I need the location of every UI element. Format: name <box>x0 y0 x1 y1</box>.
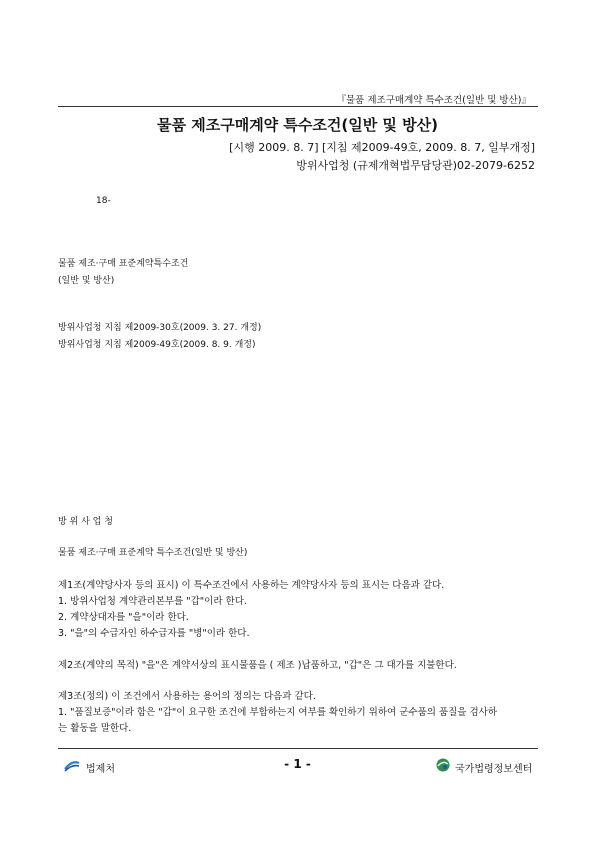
article-1-item-2: 2. 계약상대자를 "을"이라 한다. <box>58 612 189 623</box>
agency-contact: 방위사업청 (규제개혁법무담당관)02-2079-6252 <box>296 159 535 172</box>
footer-right-label: 국가법령정보센터 <box>455 764 533 775</box>
footer-left-label: 법제처 <box>86 764 115 775</box>
article-1: 제1조(계약당사자 등의 표시) 이 특수조건에서 사용하는 계약당사자 등의 표시는 다음과 같다. <box>58 580 445 591</box>
reference-number: 18- <box>96 196 111 206</box>
directive-line1: 방위사업청 지침 제2009-30호(2009. 3. 27. 개정) <box>58 323 262 333</box>
running-header: 『물품 제조구매계약 특수조건(일반 및 방산)』 <box>336 95 531 106</box>
issuing-agency: 방 위 사 업 청 <box>58 517 113 527</box>
article-3-item-1: 1. "품질보증"이라 함은 "갑"이 요구한 조건에 부합하는지 여부를 확인하기 위하여 군수품의 품질을 검사하 <box>58 707 498 718</box>
intro-name-line2: (일반 및 방산) <box>58 276 115 286</box>
document-subtitle: 물품 제조·구매 표준계약 특수조건(일반 및 방산) <box>58 548 248 558</box>
article-3-item-1-continued: 는 활동을 말한다. <box>58 723 132 734</box>
intro-name-line1: 물품 제조·구매 표준계약특수조건 <box>58 259 189 269</box>
article-1-item-3: 3. "을"의 수급자인 하수급자를 "병"이라 한다. <box>58 628 250 639</box>
document-title: 물품 제조구매계약 특수조건(일반 및 방산) <box>157 116 438 134</box>
directive-line2: 방위사업청 지침 제2009-49호(2009. 8. 9. 개정) <box>58 340 256 350</box>
law-center-logo-icon <box>436 758 450 772</box>
article-1-item-1: 1. 방위사업청 계약관리본부를 "갑"이라 한다. <box>58 596 247 607</box>
article-2: 제2조(계약의 목적) "을"은 계약서상의 표시물품을 ( 제조 )납품하고, "갑"은 그 대가를 지불한다. <box>58 660 457 671</box>
enforcement-info: [시행 2009. 8. 7] [지침 제2009-49호, 2009. 8. 7, 일부개정] <box>229 141 535 154</box>
footer-rule <box>58 748 538 749</box>
header-rule <box>58 106 538 107</box>
article-3: 제3조(정의) 이 조건에서 사용하는 용어의 정의는 다음과 같다. <box>58 691 316 702</box>
page-number: - 1 - <box>284 757 311 771</box>
